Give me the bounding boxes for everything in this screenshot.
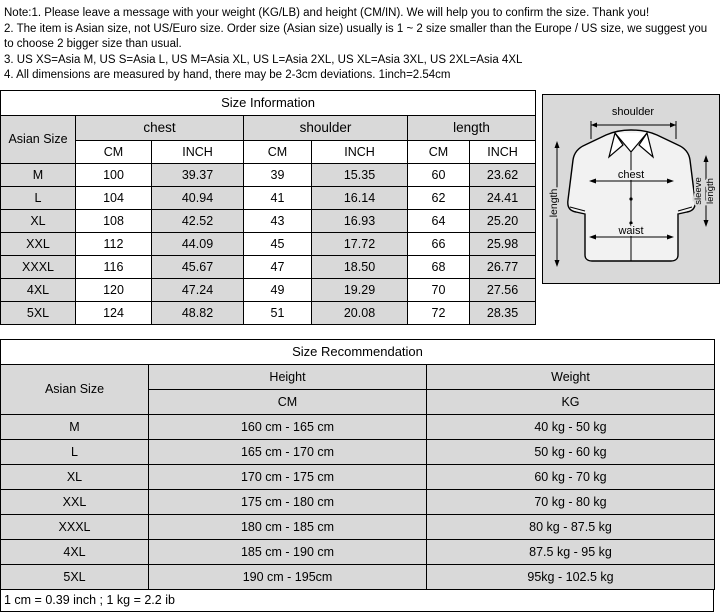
conversion-footer-note: 1 cm = 0.39 inch ; 1 kg = 2.2 ib: [0, 590, 714, 612]
row-length-inch: 25.98: [470, 232, 536, 255]
row-shoulder-inch: 16.14: [312, 186, 408, 209]
unit-header-shoulder-inch: INCH: [312, 140, 408, 163]
rec-row-weight: 87.5 kg - 95 kg: [427, 539, 715, 564]
table-row: [1, 186, 536, 209]
row-size: L: [1, 186, 76, 209]
row-length-inch: 27.56: [470, 278, 536, 301]
table-row: [1, 232, 536, 255]
size-recommendation-title: Size Recommendation: [1, 339, 715, 364]
table-row: [1, 539, 715, 564]
row-length-inch: 24.41: [470, 186, 536, 209]
rec-height-unit: CM: [149, 389, 427, 414]
table-row: [1, 514, 715, 539]
row-chest-inch: 45.67: [152, 255, 244, 278]
unit-header-shoulder-cm: CM: [244, 140, 312, 163]
rec-row-weight: 70 kg - 80 kg: [427, 489, 715, 514]
row-chest-cm: 124: [76, 301, 152, 324]
label-sleeve-length: length: [705, 177, 716, 204]
row-shoulder-cm: 43: [244, 209, 312, 232]
rec-row-height: 175 cm - 180 cm: [149, 489, 427, 514]
row-length-inch: 25.20: [470, 209, 536, 232]
table-row: [1, 564, 715, 589]
row-shoulder-inch: 15.35: [312, 163, 408, 186]
row-shoulder-cm: 51: [244, 301, 312, 324]
rec-row-size: L: [1, 439, 149, 464]
row-size: XXL: [1, 232, 76, 255]
row-size: XL: [1, 209, 76, 232]
unit-header-length-cm: CM: [408, 140, 470, 163]
unit-header-chest-cm: CM: [76, 140, 152, 163]
row-shoulder-cm: 39: [244, 163, 312, 186]
row-shoulder-inch: 17.72: [312, 232, 408, 255]
table-row: [1, 464, 715, 489]
row-shoulder-inch: 18.50: [312, 255, 408, 278]
size-information-section: [0, 90, 720, 325]
row-length-cm: 68: [408, 255, 470, 278]
row-shoulder-cm: 49: [244, 278, 312, 301]
row-chest-inch: 40.94: [152, 186, 244, 209]
row-size: 4XL: [1, 278, 76, 301]
label-sleeve: sleeve: [693, 176, 704, 205]
row-size: XXXL: [1, 255, 76, 278]
row-chest-cm: 100: [76, 163, 152, 186]
row-chest-cm: 108: [76, 209, 152, 232]
size-information-title: Size Information: [1, 90, 536, 115]
rec-row-size: 4XL: [1, 539, 149, 564]
rec-row-size: XXXL: [1, 514, 149, 539]
row-length-cm: 66: [408, 232, 470, 255]
label-waist: waist: [618, 224, 644, 237]
row-chest-inch: 47.24: [152, 278, 244, 301]
table-row: [1, 414, 715, 439]
table-row: [1, 255, 536, 278]
rec-row-height: 170 cm - 175 cm: [149, 464, 427, 489]
rec-row-size: XXL: [1, 489, 149, 514]
size-information-table: [0, 90, 536, 325]
table-row: [1, 439, 715, 464]
size-recommendation-section: [0, 339, 720, 612]
rec-row-weight: 60 kg - 70 kg: [427, 464, 715, 489]
row-chest-cm: 104: [76, 186, 152, 209]
rec-row-height: 180 cm - 185 cm: [149, 514, 427, 539]
group-header-chest: chest: [76, 115, 244, 140]
table-row: [1, 489, 715, 514]
rec-row-height: 160 cm - 165 cm: [149, 414, 427, 439]
row-chest-inch: 39.37: [152, 163, 244, 186]
note-line-4: 4. All dimensions are measured by hand, there may be 2-3cm deviations. 1inch=2.54cm: [4, 69, 451, 81]
row-chest-inch: 44.09: [152, 232, 244, 255]
rec-row-height: 190 cm - 195cm: [149, 564, 427, 589]
note-line-3: 3. US XS=Asia M, US S=Asia L, US M=Asia XL, US L=Asia 2XL, US XL=Asia 3XL, US 2XL=Asia 4XL: [4, 53, 523, 66]
row-length-cm: 70: [408, 278, 470, 301]
size-column-header: Asian Size: [1, 115, 76, 163]
row-shoulder-inch: 16.93: [312, 209, 408, 232]
row-chest-cm: 112: [76, 232, 152, 255]
label-chest: chest: [617, 168, 645, 181]
rec-row-size: 5XL: [1, 564, 149, 589]
rec-row-weight: 95kg - 102.5 kg: [427, 564, 715, 589]
row-shoulder-cm: 41: [244, 186, 312, 209]
rec-size-column-header: Asian Size: [1, 364, 149, 414]
row-length-inch: 28.35: [470, 301, 536, 324]
row-chest-cm: 116: [76, 255, 152, 278]
group-header-shoulder: shoulder: [244, 115, 408, 140]
row-length-cm: 72: [408, 301, 470, 324]
table-row: [1, 278, 536, 301]
row-chest-inch: 48.82: [152, 301, 244, 324]
row-shoulder-inch: 19.29: [312, 278, 408, 301]
note-line-2: 2. The item is Asian size, not US/Euro size. Order size (Asian size) usually is 1 ~ 2 size smaller than the Europe / US size, we suggest you to choose 2 bigger size than usual.: [4, 22, 708, 50]
rec-row-weight: 80 kg - 87.5 kg: [427, 514, 715, 539]
note-line-1: Note:1. Please leave a message with your weight (KG/LB) and height (CM/IN). We will help you to confirm the size. Thank you!: [4, 7, 650, 19]
row-chest-cm: 120: [76, 278, 152, 301]
table-row: [1, 209, 536, 232]
rec-row-weight: 50 kg - 60 kg: [427, 439, 715, 464]
row-length-inch: 26.77: [470, 255, 536, 278]
row-length-inch: 23.62: [470, 163, 536, 186]
rec-row-weight: 40 kg - 50 kg: [427, 414, 715, 439]
row-length-cm: 62: [408, 186, 470, 209]
row-length-cm: 60: [408, 163, 470, 186]
rec-weight-header: Weight: [427, 364, 715, 389]
garment-measurement-diagram: [542, 94, 720, 284]
label-shoulder: shoulder: [611, 105, 655, 118]
unit-header-chest-inch: INCH: [152, 140, 244, 163]
table-row: [1, 163, 536, 186]
rec-height-header: Height: [149, 364, 427, 389]
unit-header-length-inch: INCH: [470, 140, 536, 163]
rec-row-height: 165 cm - 170 cm: [149, 439, 427, 464]
row-size: M: [1, 163, 76, 186]
row-length-cm: 64: [408, 209, 470, 232]
rec-row-height: 185 cm - 190 cm: [149, 539, 427, 564]
row-shoulder-cm: 45: [244, 232, 312, 255]
label-length: length: [548, 188, 560, 217]
size-recommendation-table: [0, 339, 715, 590]
row-shoulder-cm: 47: [244, 255, 312, 278]
row-shoulder-inch: 20.08: [312, 301, 408, 324]
shirt-diagram-icon: [543, 95, 719, 283]
notes-block: [0, 0, 720, 88]
group-header-length: length: [408, 115, 536, 140]
rec-weight-unit: KG: [427, 389, 715, 414]
table-row: [1, 301, 536, 324]
rec-row-size: M: [1, 414, 149, 439]
row-chest-inch: 42.52: [152, 209, 244, 232]
rec-row-size: XL: [1, 464, 149, 489]
row-size: 5XL: [1, 301, 76, 324]
